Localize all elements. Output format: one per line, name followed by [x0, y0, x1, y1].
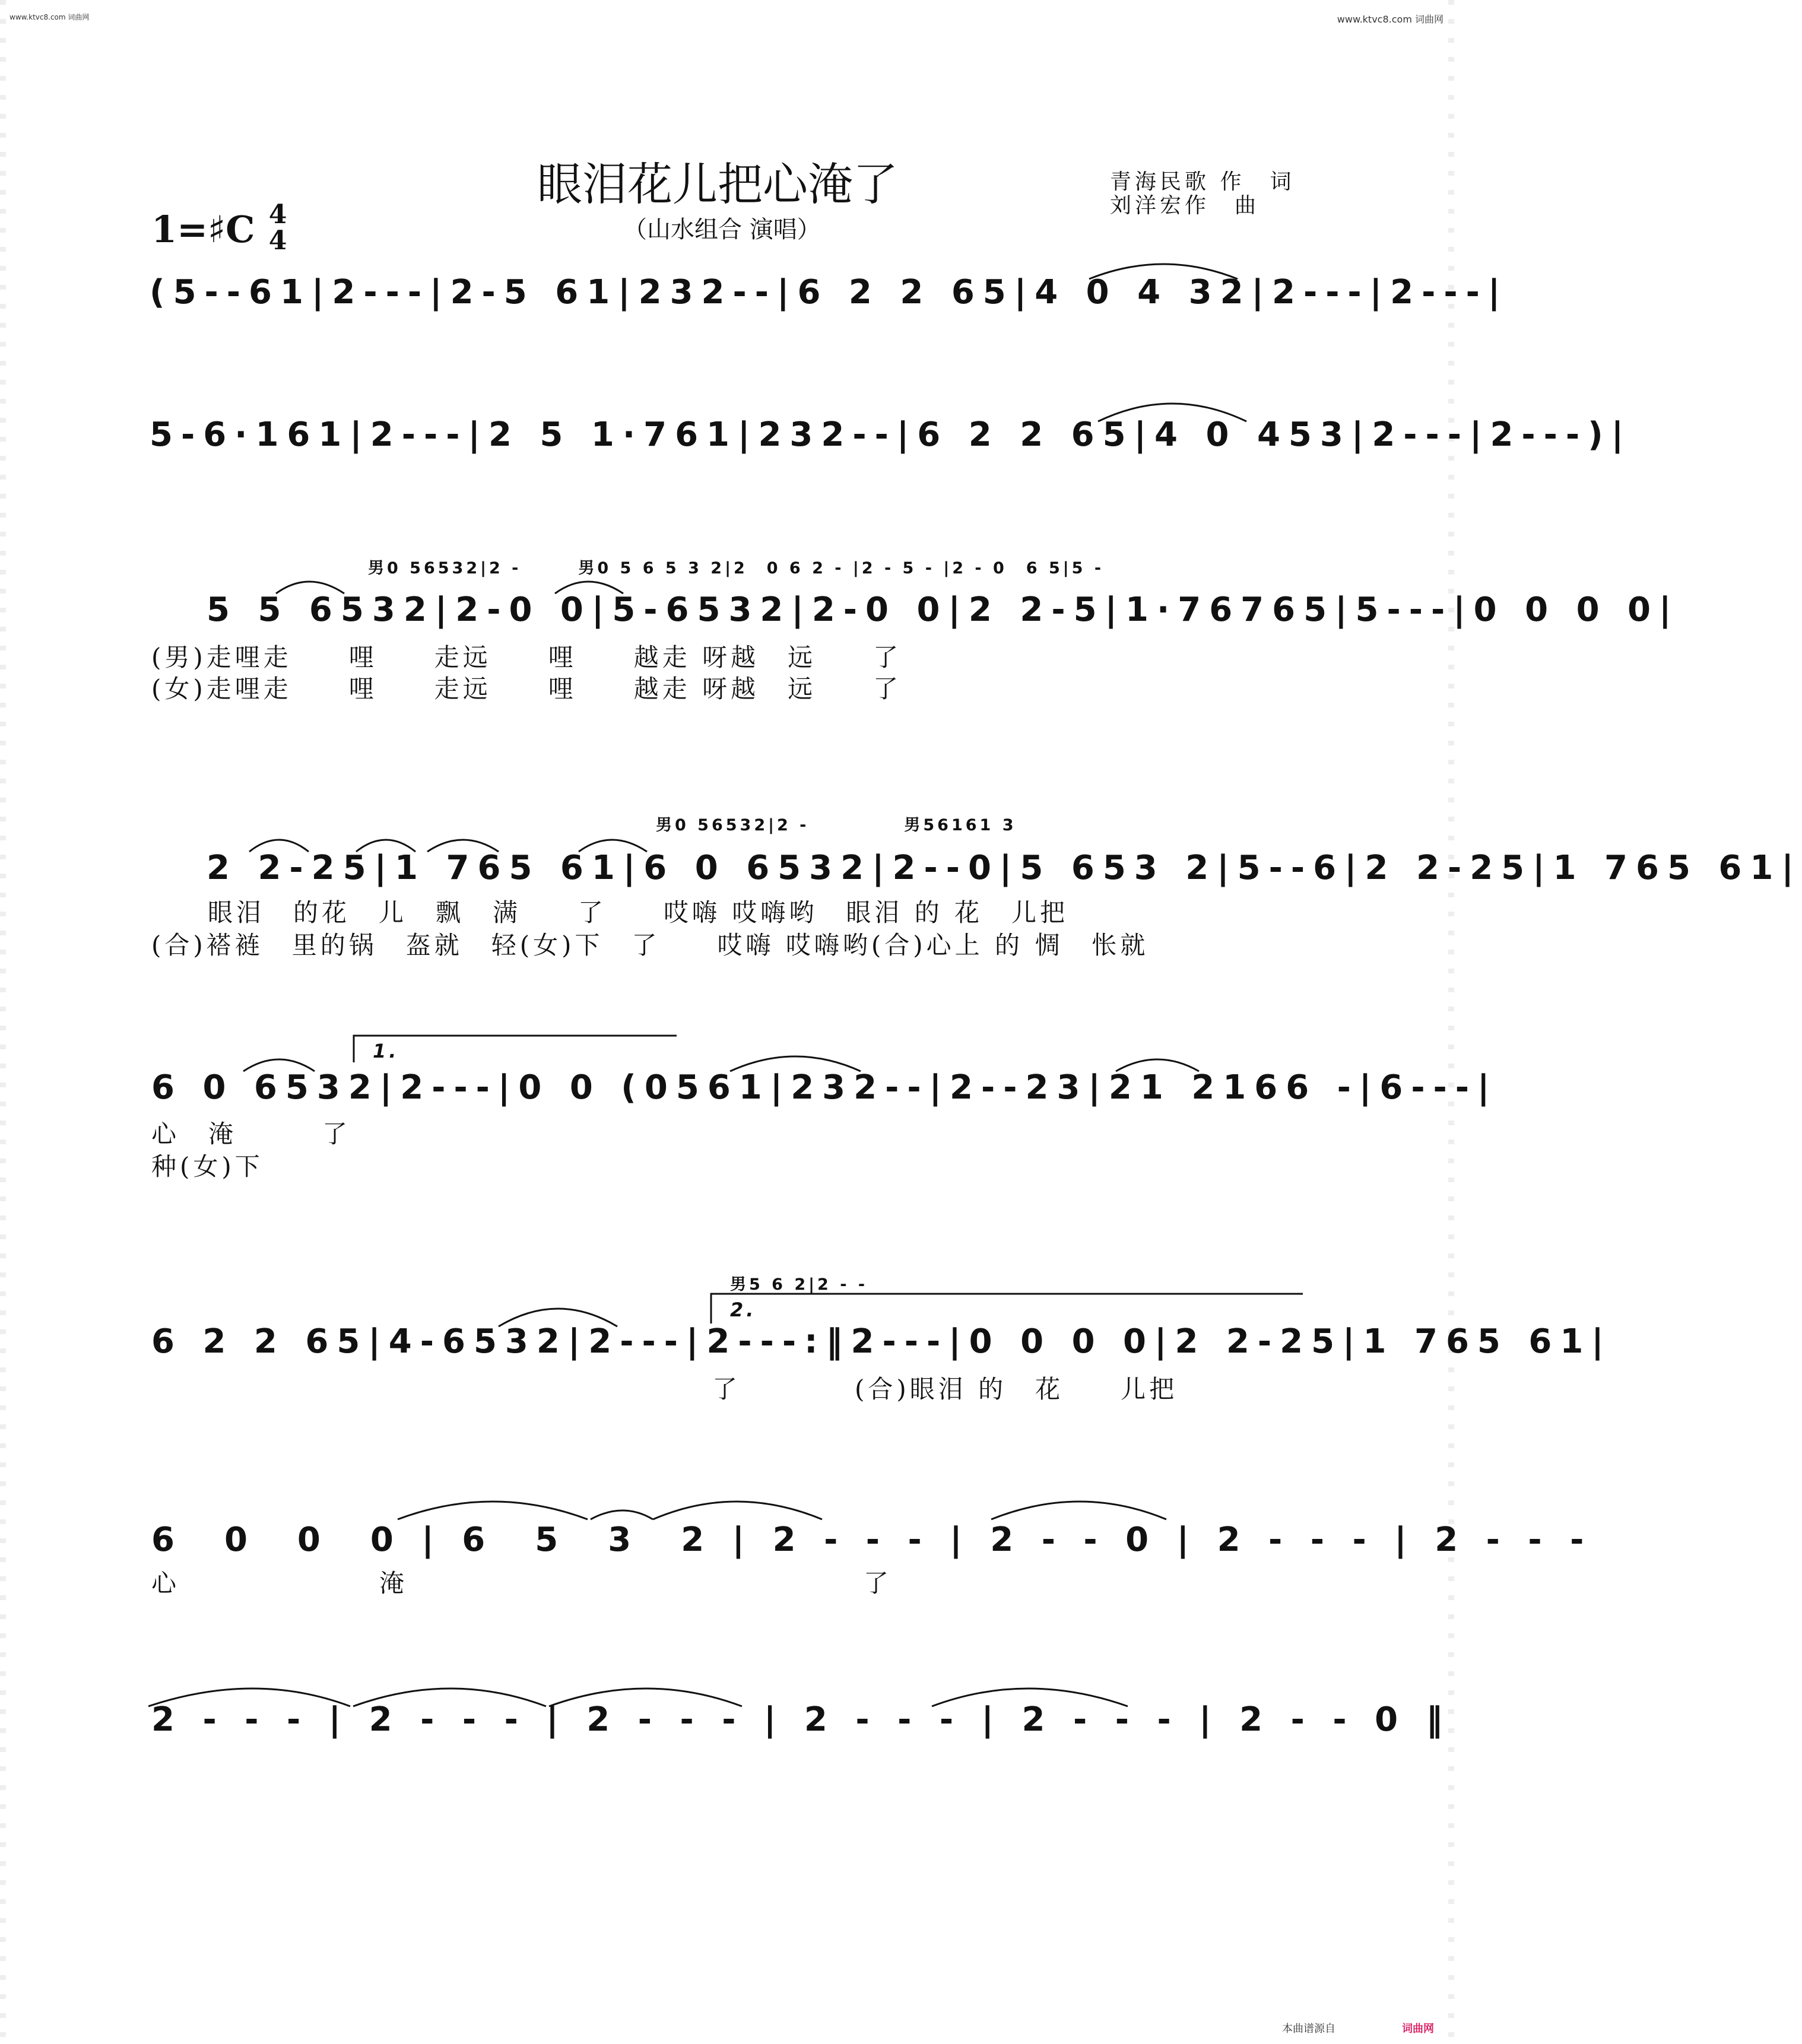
slur	[591, 1510, 653, 1519]
cue-row-4: 男0 56532|2 - 男56161 3	[656, 816, 1017, 834]
time-signature-top: 4	[268, 199, 287, 230]
composer-credit: 刘洋宏作 曲	[1110, 193, 1260, 218]
top-right-url: www.ktvc8.com 词曲网	[1337, 14, 1443, 25]
score-row-2: 5-6·161|2---|2 5 1·761|232--|6 2 2 65|4 0 453|2---|2---)|	[150, 415, 1632, 454]
score-row-7: 6 0 0 0 | 6 5 3 2 | 2 - - - | 2 - - 0 | 2 - - - | 2 - - -	[151, 1521, 1592, 1559]
lyric-row-3-male: (男)走哩走 哩 走远 哩 越走 呀越 远 了	[151, 643, 902, 672]
ending-2-marker: 2.	[730, 1299, 757, 1321]
slur	[1116, 1059, 1199, 1071]
slur	[932, 1688, 1128, 1706]
score-row-6: 6 2 2 65|4-6532|2---|2---:‖2---|0 0 0 0|2 2-25|1 765 61|	[151, 1322, 1612, 1361]
lyric-row-4-verse-1: 眼泪 的花 儿 飘 满 了 哎嗨 哎嗨哟 眼泪 的 花 儿把	[208, 898, 1069, 927]
lyric-row-6: 了 (合)眼泪 的 花 儿把	[712, 1375, 1178, 1404]
slur	[353, 1688, 546, 1706]
slur	[991, 1502, 1166, 1519]
lyric-row-5-verse-2: 种(女)下	[151, 1152, 264, 1181]
score-row-4: 2 2-25|1 765 61|6 0 6532|2--0|5 653 2|5--6|2 2-25|1 765 61|	[207, 849, 1802, 887]
lyric-row-5-verse-1: 心 淹 了	[151, 1119, 351, 1148]
slur	[555, 582, 623, 593]
song-title: 眼泪花儿把心淹了	[537, 158, 898, 211]
footer-source-label: 本曲谱源自	[1282, 2023, 1335, 2035]
slur	[249, 840, 309, 852]
time-signature-bottom: 4	[268, 226, 287, 256]
score-row-5: 6 0 6532|2---|0 0 (0561|232--|2--23|21 2166 -|6---|	[151, 1068, 1498, 1107]
slur	[276, 582, 344, 593]
key-signature: 1=♯C	[151, 208, 255, 251]
slur	[549, 1688, 742, 1706]
lyric-row-3-female: (女)走哩走 哩 走远 哩 越走 呀越 远 了	[151, 674, 902, 703]
song-subtitle: （山水组合 演唱）	[623, 216, 821, 243]
slur	[356, 840, 415, 852]
slur	[243, 1059, 315, 1071]
score-row-3: 5 5 6532|2-0 0|5-6532|2-0 0|2 2-5|1·76765|5---|0 0 0 0|	[207, 591, 1680, 629]
slur	[148, 1688, 350, 1706]
lyric-row-7: 心 淹 了	[151, 1569, 893, 1598]
top-left-url: www.ktvc8.com 词曲网	[9, 13, 90, 21]
ending-1-marker: 1.	[373, 1040, 399, 1062]
score-row-1: (5--61|2---|2-5 61|232--|6 2 2 65|4 0 4 32|2---|2---|	[150, 273, 1509, 312]
slur	[427, 840, 499, 852]
volta-bracket-2	[711, 1294, 1303, 1323]
footer-site-name: 词曲网	[1402, 2023, 1434, 2035]
slur	[1098, 404, 1246, 421]
cue-row-6: 男5 6 2|2 - -	[730, 1275, 868, 1294]
lyricist-credit: 青海民歌 作 词	[1110, 170, 1295, 194]
slur	[398, 1502, 588, 1519]
slur	[730, 1056, 861, 1071]
slur	[653, 1502, 822, 1519]
lyric-row-4-verse-2: (合)褡裢 里的锅 盔就 轻(女)下 了 哎嗨 哎嗨哟(合)心上 的 惆 怅就	[151, 931, 1149, 960]
slur	[1089, 264, 1238, 279]
slur	[579, 840, 647, 852]
cue-row-3: 男0 56532|2 - 男0 5 6 5 3 2|2 0 6 2 - |2 - 5 - |2 - 0 6 5|5 -	[368, 559, 1105, 577]
score-row-8: 2 - - - | 2 - - - | 2 - - - | 2 - - - | 2 - - - | 2 - - 0 ‖	[151, 1700, 1451, 1739]
slur	[499, 1309, 617, 1326]
volta-bracket-1	[354, 1036, 677, 1062]
